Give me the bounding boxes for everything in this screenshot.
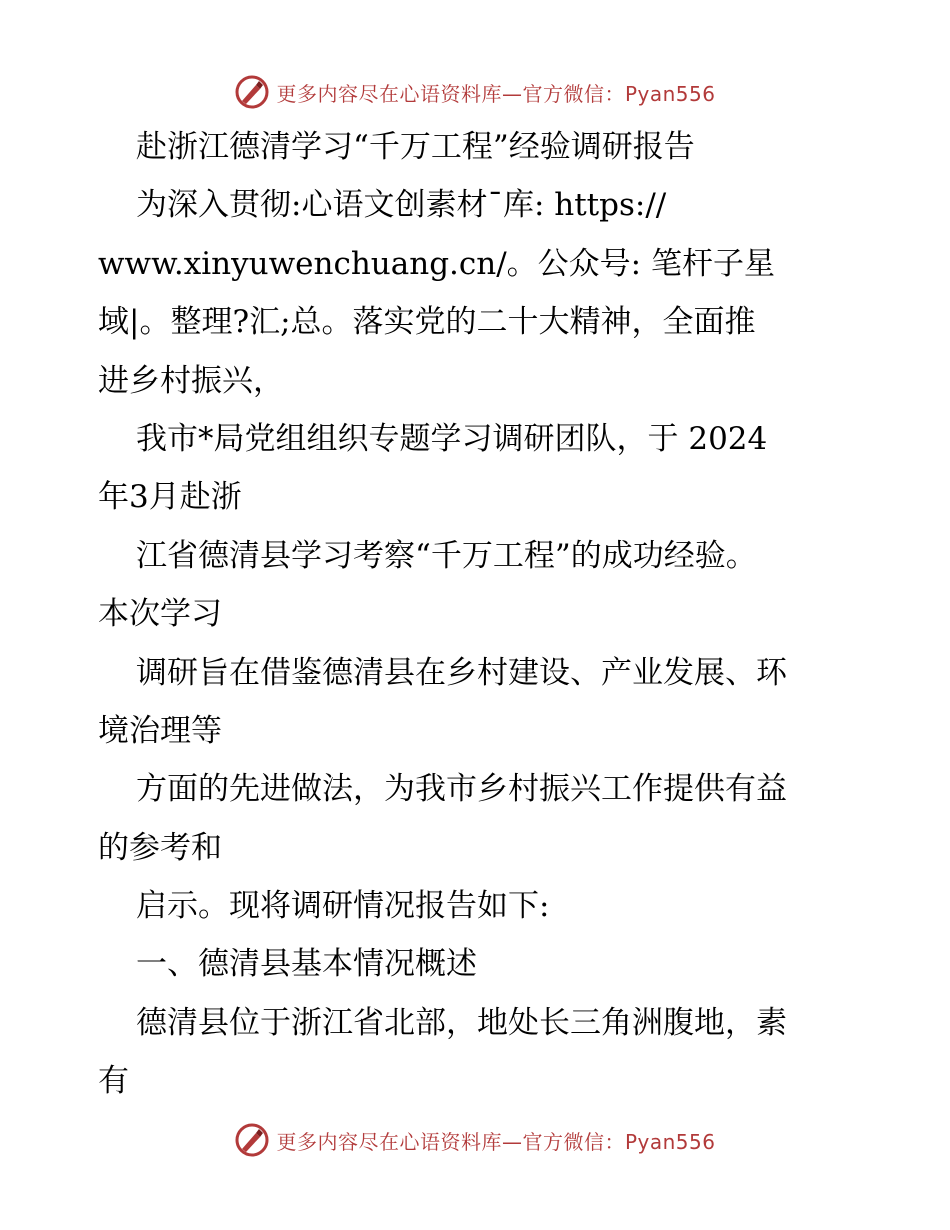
pen-logo-icon	[234, 74, 270, 110]
watermark-text: 更多内容尽在心语资料库—官方微信：Pyan556	[276, 81, 716, 106]
paragraph-line: 域|。整理?汇;总。落实党的二十大精神，全面推	[98, 304, 756, 341]
paragraph-line: 有	[98, 1063, 129, 1100]
paragraph-line: 德清县位于浙江省北部，地处长三角洲腹地，素	[136, 1004, 787, 1041]
paragraph-line: 境治理等	[98, 712, 222, 749]
section-heading: 一、德清县基本情况概述	[136, 946, 477, 983]
paragraph-line: www.xinyuwenchuang.cn/。公众号: 笔杆子星	[98, 245, 775, 282]
paragraph-line: 为深入贯彻:心语文创素材¯库: https://	[136, 187, 667, 224]
paragraph-line: 方面的先进做法，为我市乡村振兴工作提供有益	[136, 771, 787, 808]
paragraph-line: 我市*局党组组织专题学习调研团队，于 2024	[136, 420, 768, 457]
document-body	[98, 118, 858, 1111]
paragraph-line: 的参考和	[98, 829, 222, 866]
paragraph-line: 启示。现将调研情况报告如下:	[136, 888, 550, 925]
pen-logo-icon	[234, 1122, 270, 1158]
paragraph-line: 本次学习	[98, 596, 222, 633]
paragraph-line: 江省德清县学习考察“千万工程”的成功经验。	[136, 537, 757, 574]
watermark-text: 更多内容尽在心语资料库—官方微信：Pyan556	[276, 1129, 716, 1154]
paragraph-line: 年3月赴浙	[98, 479, 242, 516]
paragraph-line: 调研旨在借鉴德清县在乡村建设、产业发展、环	[136, 654, 787, 691]
doc-title: 赴浙江德清学习“千万工程”经验调研报告	[136, 129, 695, 165]
paragraph-line: 进乡村振兴，	[98, 362, 284, 399]
watermark-header	[0, 70, 950, 114]
watermark-group	[234, 74, 715, 110]
watermark-group	[234, 1122, 715, 1158]
watermark-footer	[0, 1118, 950, 1162]
